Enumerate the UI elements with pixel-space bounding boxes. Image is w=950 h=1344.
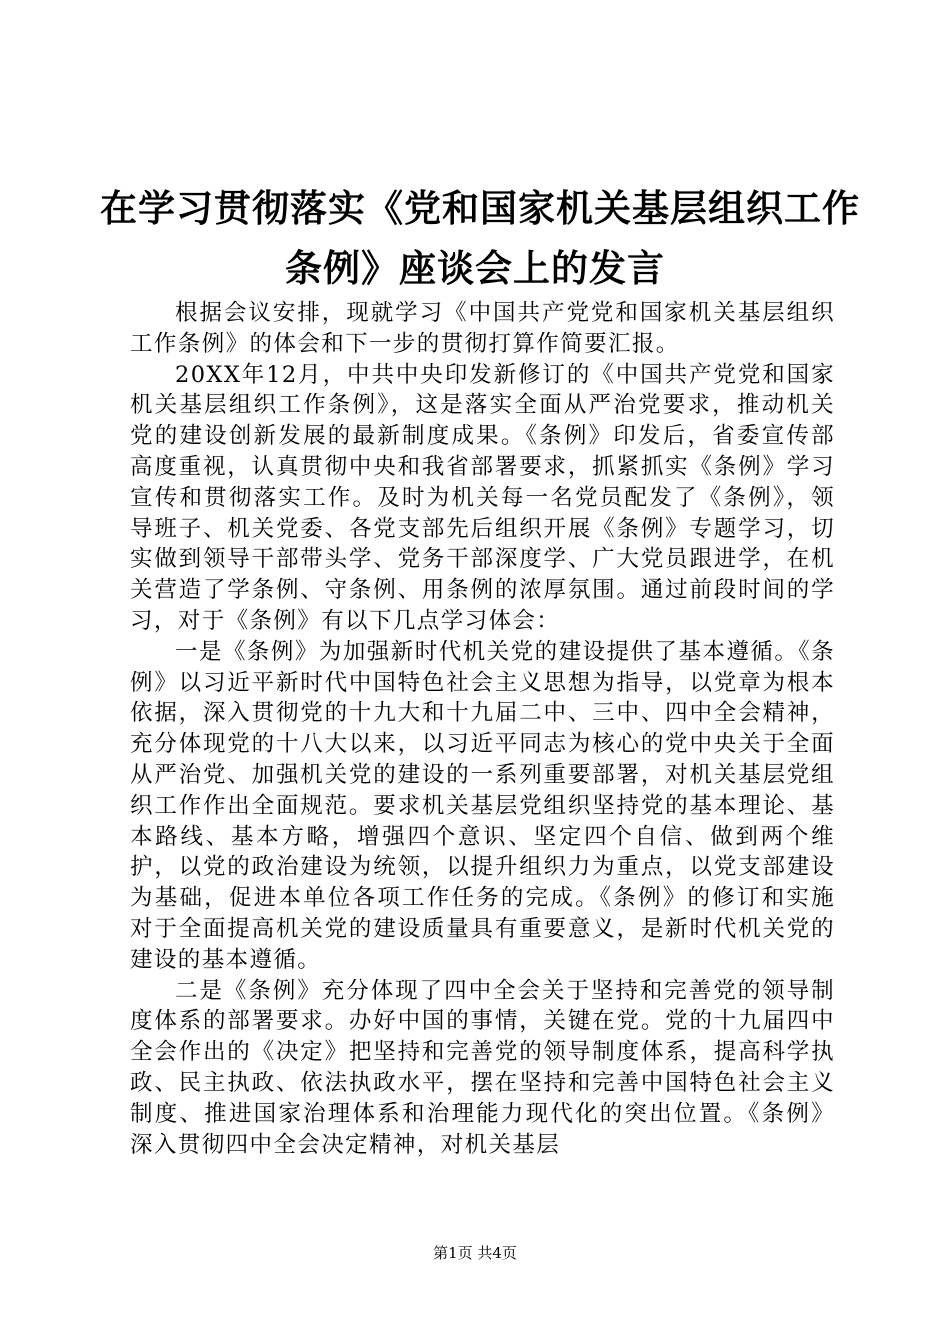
page-number-footer: 第1页 共4页 (433, 1244, 517, 1262)
paragraph-point-two: 二是《条例》充分体现了四中全会关于坚持和完善党的领导制度体系的部署要求。办好中国的事情，关键在党。党的十九届四中全会作出的《决定》把坚持和完善党的领导制度体系，提高科学执政、民主执政、依法执政水平，摆在坚持和完善中国特色社会主义制度、推进国家治理体系和治理能力现代化的突出位置。《条例》深入贯彻四中全会决定精神，对机关基层 (130, 977, 835, 1158)
paragraph-point-one: 一是《条例》为加强新时代机关党的建设提供了基本遵循。《条例》以习近平新时代中国特色社会主义思想为指导，以党章为根本依据，深入贯彻党的十九大和十九届二中、三中、四中全会精神，充分体现党的十八大以来，以习近平同志为核心的党中央关于全面从严治党、加强机关党的建设的一系列重要部署，对机关基层党组织工作作出全面规范。要求机关基层党组织坚持党的基本理论、基本路线、基本方略，增强四个意识、坚定四个自信、做到两个维护，以党的政治建设为统领，以提升组织力为重点，以党支部建设为基础，促进本单位各项工作任务的完成。《条例》的修订和实施对于全面提高机关党的建设质量具有重要意义，是新时代机关党的建设的基本遵循。 (130, 638, 835, 973)
paragraph-intro: 根据会议安排，现就学习《中国共产党党和国家机关基层组织工作条例》的体会和下一步的贯彻打算作简要汇报。 (130, 300, 835, 357)
document-title-line-1: 在学习贯彻落实《党和国家机关基层组织工作 (100, 187, 860, 230)
document-title-line-2: 条例》座谈会上的发言 (285, 247, 665, 290)
document-body (130, 298, 835, 1160)
paragraph-background: 20XX年12月，中共中央印发新修订的《中国共产党党和国家机关基层组织工作条例》，这是落实全面从严治党要求，推动机关党的建设创新发展的最新制度成果。《条例》印发后，省委宣传部高度重视，认真贯彻中央和我省部署要求，抓紧抓实《条例》学习宣传和贯彻落实工作。及时为机关每一名党员配发了《条例》，领导班子、机关党委、各党支部先后组织开展《条例》专题学习，切实做到领导干部带头学、党务干部深度学、广大党员跟进学，在机关营造了学条例、守条例、用条例的浓厚氛围。通过前段时间的学习，对于《条例》有以下几点学习体会： (130, 361, 835, 634)
